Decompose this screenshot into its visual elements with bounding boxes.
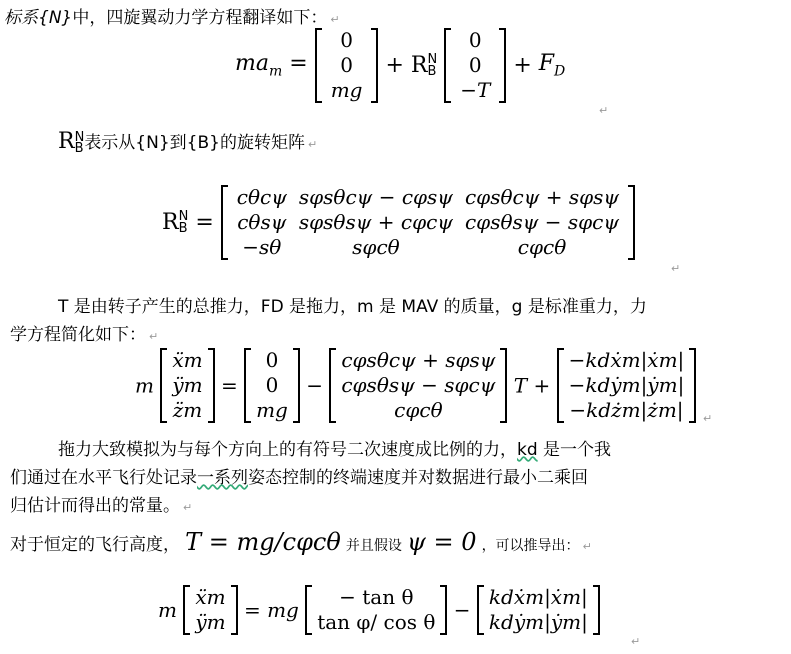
horizontal-acceleration-vector: ẍm ÿm xyxy=(183,585,237,635)
drag-vector: −kdẋm|ẋm| −kdẏm|ẏm| −kdżm|żm| xyxy=(557,348,697,423)
gravity-vector: 0 0 mg xyxy=(315,28,379,103)
horizontal-drag-vector: kdẋm|ẋm| kdẏm|ẏm| xyxy=(477,585,600,635)
paragraph-mark-icon: ↵ xyxy=(307,138,318,151)
rotation-symbol: RN B xyxy=(410,52,438,79)
paragraph-thrust-line1: T 是由转子产生的总推力，FD 是拖力，m 是 MAV 的质量，g 是标准重力，力 xyxy=(58,297,647,317)
paragraph-mark-icon: ↵ xyxy=(703,412,713,425)
paragraph-drag-line3: 归估计而得出的常量。 ↵ xyxy=(10,496,193,516)
equation-rotation-matrix: RN B = cθcψ sφsθcψ − cφsψ cφsθcψ + sφsψ cθsψ sφsθsψ + cφcψ cφsθsψ − sφcψ −sθ sφcθ cφcθ xyxy=(162,185,635,260)
acceleration-vector: ẍm ÿm z̈m xyxy=(160,348,214,423)
gravity-vector: 0 0 mg xyxy=(244,348,300,423)
equation-simplified-dynamics: m ẍm ÿm z̈m = 0 0 mg − cφsθcψ + sφsψ cφsθsψ − sφcψ cφcθ T + −kdẋm|ẋm| −kdẏm|ẏm| −kdżm|żm| xyxy=(135,348,696,423)
drag-force: $F_D$ xyxy=(538,51,566,80)
paragraph-mark-icon: ↵ xyxy=(631,635,641,648)
paragraph-mark-icon: ↵ xyxy=(183,501,193,514)
trig-vector: − tan θ tan φ/ cos θ xyxy=(305,585,447,635)
paragraph-thrust-line2: 学方程简化如下： ↵ xyxy=(10,325,159,345)
rotation-matrix: cθcψ sφsθcψ − cφsψ cφsθcψ + sφsψ cθsψ sφsθsψ + cφcψ cφsθsψ − sφcψ −sθ sφcθ cφcθ xyxy=(221,185,635,260)
paragraph-mark-icon: ↵ xyxy=(149,330,159,343)
paragraph-drag-line2: 们通过在水平飞行处记录一系列姿态控制的终端速度并对数据进行最小二乘回 xyxy=(10,468,588,488)
paragraph-mark-icon: ↵ xyxy=(671,262,681,275)
thrust-direction-vector: cφsθcψ + sφsψ cφsθsψ − sφcψ cφcθ xyxy=(329,348,507,423)
equation-horizontal-dynamics: m ẍm ÿm = mg − tan θ tan φ/ cos θ − kdẋm|ẋm| kdẏm|ẏm| xyxy=(158,585,600,635)
paragraph-altitude: 对于恒定的飞行高度， T = mg/cφcθ 并且假设 ψ = 0 ，可以推导出： ↵ xyxy=(10,528,592,556)
paragraph-intro xyxy=(4,3,340,28)
plus-sign: + xyxy=(385,53,404,78)
paragraph-mark-icon: ↵ xyxy=(599,104,609,117)
plus-sign: + xyxy=(513,53,532,78)
eq1-lhs: $ma_m$ = xyxy=(235,51,308,80)
paragraph-mark-icon: ↵ xyxy=(330,13,340,26)
paragraph-mark-icon: ↵ xyxy=(582,540,592,553)
thrust-vector: 0 0 −T xyxy=(444,28,506,103)
rotation-description: RN B表示从{N}到{B}的旋转矩阵 ↵ xyxy=(58,129,318,156)
equation-newton xyxy=(235,28,565,103)
intro-text: 中，四旋翼动力学方程翻译如下： xyxy=(72,8,328,28)
frame-label: 标系{N} xyxy=(4,8,73,28)
paragraph-drag-line1: 拖力大致模拟为与每个方向上的有符号二次速度成比例的力，kd 是一个我 xyxy=(58,440,612,460)
